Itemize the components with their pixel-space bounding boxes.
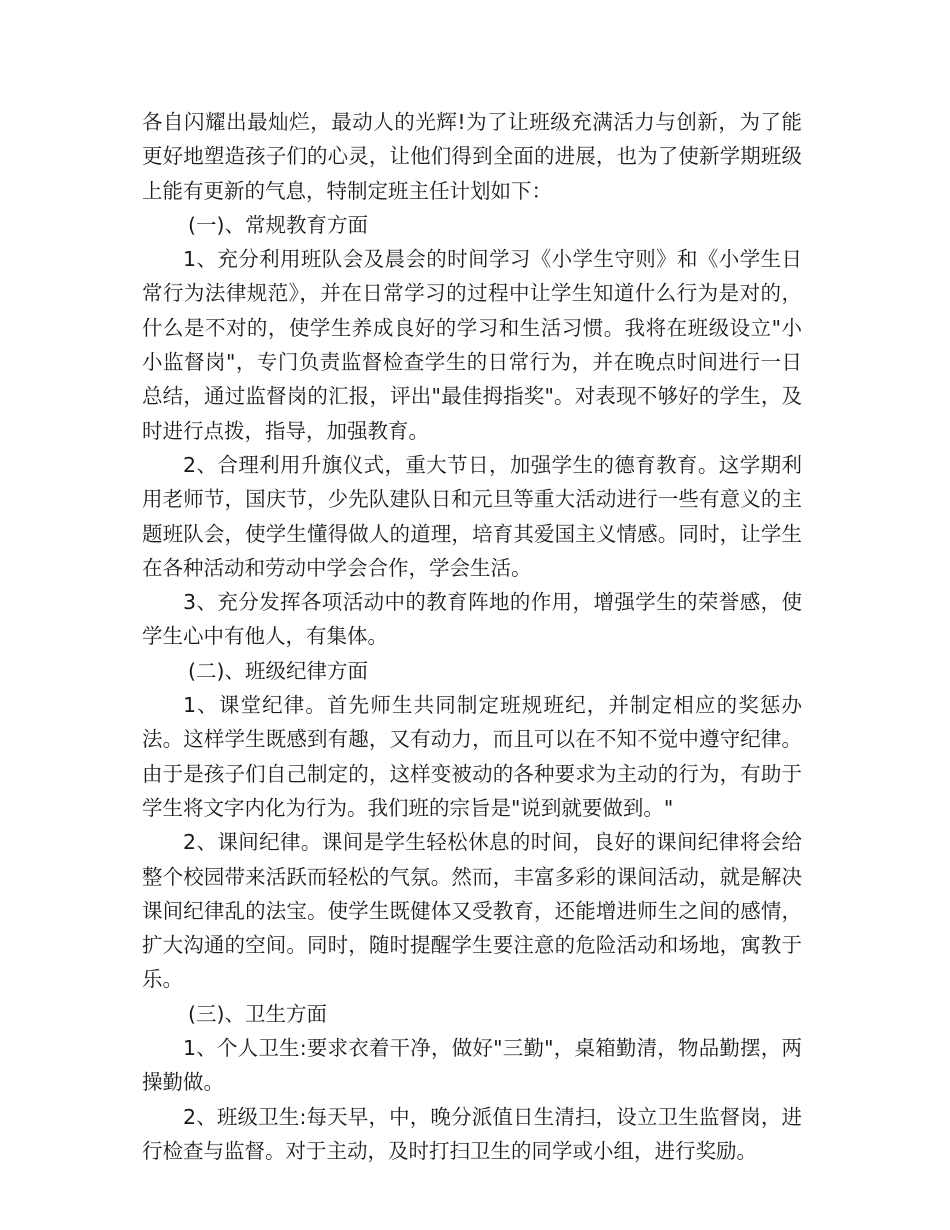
intro-paragraph-continued: 各自闪耀出最灿烂，最动人的光辉!为了让班级充满活力与创新，为了能更好地塑造孩子们的心灵，让他们得到全面的进展，也为了使新学期班级上能有更新的气息，特制定班主任计划如下： bbox=[142, 110, 802, 203]
paragraph-discipline-2: 2、课间纪律。课间是学生轻松休息的时间，良好的课间纪律将会给整个校园带来活跃而轻松的气氛。然而，丰富多彩的课间活动，就是解决课间纪律乱的法宝。使学生既健体又受教育，还能增进师生之间的感情，扩大沟通的空间。同时，随时提醒学生要注意的危险活动和场地，寓教于乐。 bbox=[142, 830, 802, 992]
section-heading-class-discipline: (二)、班级纪律方面 bbox=[188, 658, 368, 683]
document-body bbox=[142, 105, 802, 1168]
paragraph-routine-1: 1、充分利用班队会及晨会的时间学习《小学生守则》和《小学生日常行为法律规范》，并在日常学习的过程中让学生知道什么行为是对的，什么是不对的，使学生养成良好的学习和生活习惯。我将在班级设立"小小监督岗"，专门负责监督检查学生的日常行为，并在晚点时间进行一日总结，通过监督岗的汇报，评出"最佳拇指奖"。对表现不够好的学生，及时进行点拨，指导，加强教育。 bbox=[142, 247, 802, 443]
paragraph-hygiene-2: 2、班级卫生:每天早，中，晚分派值日生清扫，设立卫生监督岗，进行检查与监督。对于主动，及时打扫卫生的同学或小组，进行奖励。 bbox=[142, 1104, 802, 1163]
paragraph-hygiene-1: 1、个人卫生:要求衣着干净，做好"三勤"，桌箱勤清，物品勤摆，两操勤做。 bbox=[142, 1036, 802, 1095]
paragraph-discipline-1: 1、课堂纪律。首先师生共同制定班规班纪，并制定相应的奖惩办法。这样学生既感到有趣，又有动力，而且可以在不知不觉中遵守纪律。由于是孩子们自己制定的，这样变被动的各种要求为主动的行为，有助于学生将文字内化为行为。我们班的宗旨是"说到就要做到。" bbox=[142, 693, 802, 820]
section-heading-hygiene: (三)、卫生方面 bbox=[188, 1001, 327, 1026]
section-heading-routine-education: (一)、常规教育方面 bbox=[188, 212, 368, 237]
paragraph-routine-3: 3、充分发挥各项活动中的教育阵地的作用，增强学生的荣誉感，使学生心中有他人，有集体。 bbox=[142, 590, 802, 649]
paragraph-routine-2: 2、合理利用升旗仪式，重大节日，加强学生的德育教育。这学期利用老师节，国庆节，少先队建队日和元旦等重大活动进行一些有意义的主题班队会，使学生懂得做人的道理，培育其爱国主义情感。同时，让学生在各种活动和劳动中学会合作，学会生活。 bbox=[142, 452, 802, 580]
